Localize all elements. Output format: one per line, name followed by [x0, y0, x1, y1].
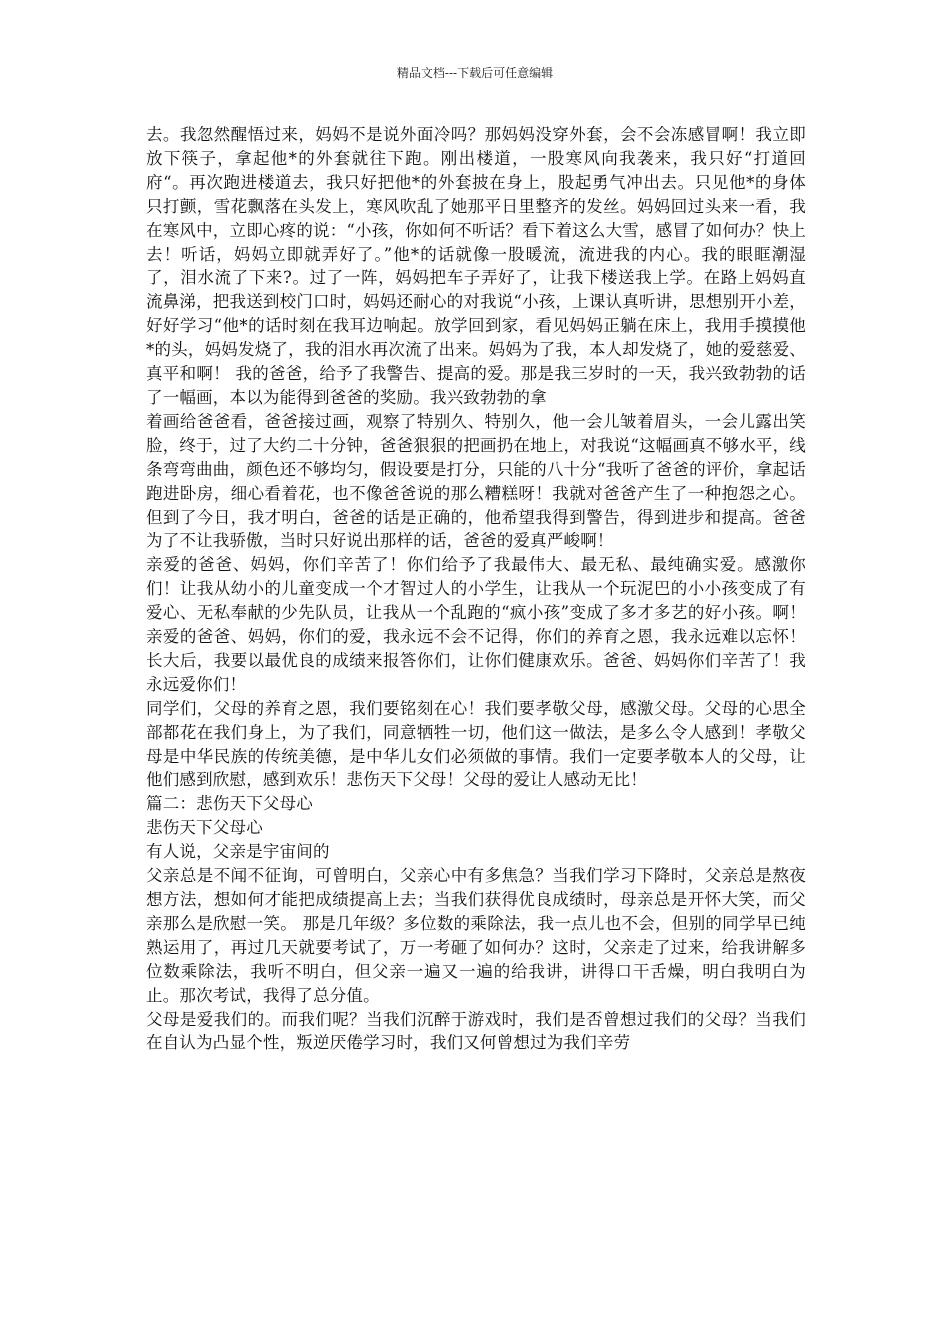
paragraph-2: 着画给爸爸看，爸爸接过画，观察了特别久、特别久，他一会儿皱着眉头，一会儿露出笑脸，终于，过了大约二十分钟，爸爸狠狠的把画扔在地上，对我说“这幅画真不够水平，线条弯弯曲曲，颜色还不够均匀，假设要是打分，只能的八十分“我听了爸爸的评价，拿起话跑进卧房，细心看着花，也不像爸爸说的那么糟糕呀！我就对爸爸产生了一种抱怨之心。但到了今日，我才明白，爸爸的话是正确的，他希望我得到警告，得到进步和提高。爸爸为了不让我骄傲，当时只好说出那样的话，爸爸的爱真严峻啊！: [146, 411, 806, 551]
page-header: 精品文档---下载后可任意编辑: [396, 66, 554, 80]
paragraph-1: 去。我忽然醒悟过来，妈妈不是说外面冷吗？那妈妈没穿外套，会不会冻感冒啊！我立即放下筷子，拿起他*的外套就往下跑。刚出楼道，一股寒风向我袭来，我只好“打道回府“。再次跑进楼道去，我只好把他*的外套披在身上，股起勇气冲出去。只见他*的身体只打颤，雪花飘落在头发上，寒风吹乱了她那平日里整齐的发丝。妈妈回过头来一看，我在寒风中，立即心疼的说：“小孩，你如何不听话？看下着这么大雪，感冒了如何办？快上去！听话，妈妈立即就弄好了。”他*的话就像一股暖流，流进我的内心。我的眼眶潮湿了，泪水流了下来?。过了一阵，妈妈把车子弄好了，让我下楼送我上学。在路上妈妈直流鼻涕，把我送到校门口时，妈妈还耐心的对我说“小孩，上课认真听讲，思想别开小差，好好学习“他*的话时刻在我耳边响起。放学回到家，看见妈妈正躺在床上，我用手摸摸他*的头，妈妈发烧了，我的泪水再次流了出来。妈妈为了我，本人却发烧了，她的爱慈爱、真平和啊！ 我的爸爸，给予了我警告、提高的爱。那是我三岁时的一天，我兴致勃勃的话了一幅画，本以为能得到爸爸的奖励。我兴致勃勃的拿: [146, 125, 806, 407]
paragraph-6: 父亲总是不闻不征询，可曾明白，父亲心中有多焦急？当我们学习下降时，父亲总是熬夜想方法，想如何才能把成绩提高上去；当我们获得优良成绩时，母亲总是开怀大笑，而父亲那么是欣慰一笑。 那是几年级？多位数的乘除法，我一点儿也不会，但别的同学早已纯熟运用了，再过几天就要考试了，万一考砸了如何办？这时，父亲走了过来，给我讲解多位数乘除法，我听不明白，但父亲一遍又一遍的给我讲，讲得口干舌燥，明白我明白为止。那次考试，我得了总分值。: [146, 866, 806, 1005]
paragraph-5: 有人说，父亲是宇宙间的: [146, 842, 330, 862]
document-body: [146, 123, 806, 1055]
article-title: 悲伤天下父母心: [146, 818, 263, 838]
paragraph-3: 亲爱的爸爸、妈妈，你们辛苦了！你们给予了我最伟大、最无私、最纯确实爱。感激你们！让我从幼小的儿童变成一个才智过人的小学生，让我从一个玩泥巴的小小孩变成了有爱心、无私奉献的少先队员，让我从一个乱跑的“疯小孩”变成了多才多艺的好小孩。啊！亲爱的爸爸、妈妈，你们的爱，我永远不会不记得，你们的养育之恩，我永远难以忘怀！长大后，我要以最优良的成绩来报答你们，让你们健康欢乐。爸爸、妈妈你们辛苦了！我永远爱你们！: [146, 555, 806, 694]
section-heading: 篇二：悲伤天下父母心: [146, 794, 313, 814]
paragraph-7: 父母是爱我们的。而我们呢？当我们沉醉于游戏时，我们是否曾想过我们的父母？当我们在自认为凸显个性，叛逆厌倦学习时，我们又何曾想过为我们辛劳: [146, 1009, 806, 1053]
paragraph-4: 同学们，父母的养育之恩，我们要铭刻在心！我们要孝敬父母，感激父母。父母的心思全部都花在我们身上，为了我们，同意牺牲一切，他们这一做法，是多么令人感到！孝敬父母是中华民族的传统美德，是中华儿女们必须做的事情。我们一定要孝敬本人的父母，让他们感到欣慰，感到欢乐！悲伤天下父母！父母的爱让人感动无比！: [146, 698, 806, 790]
